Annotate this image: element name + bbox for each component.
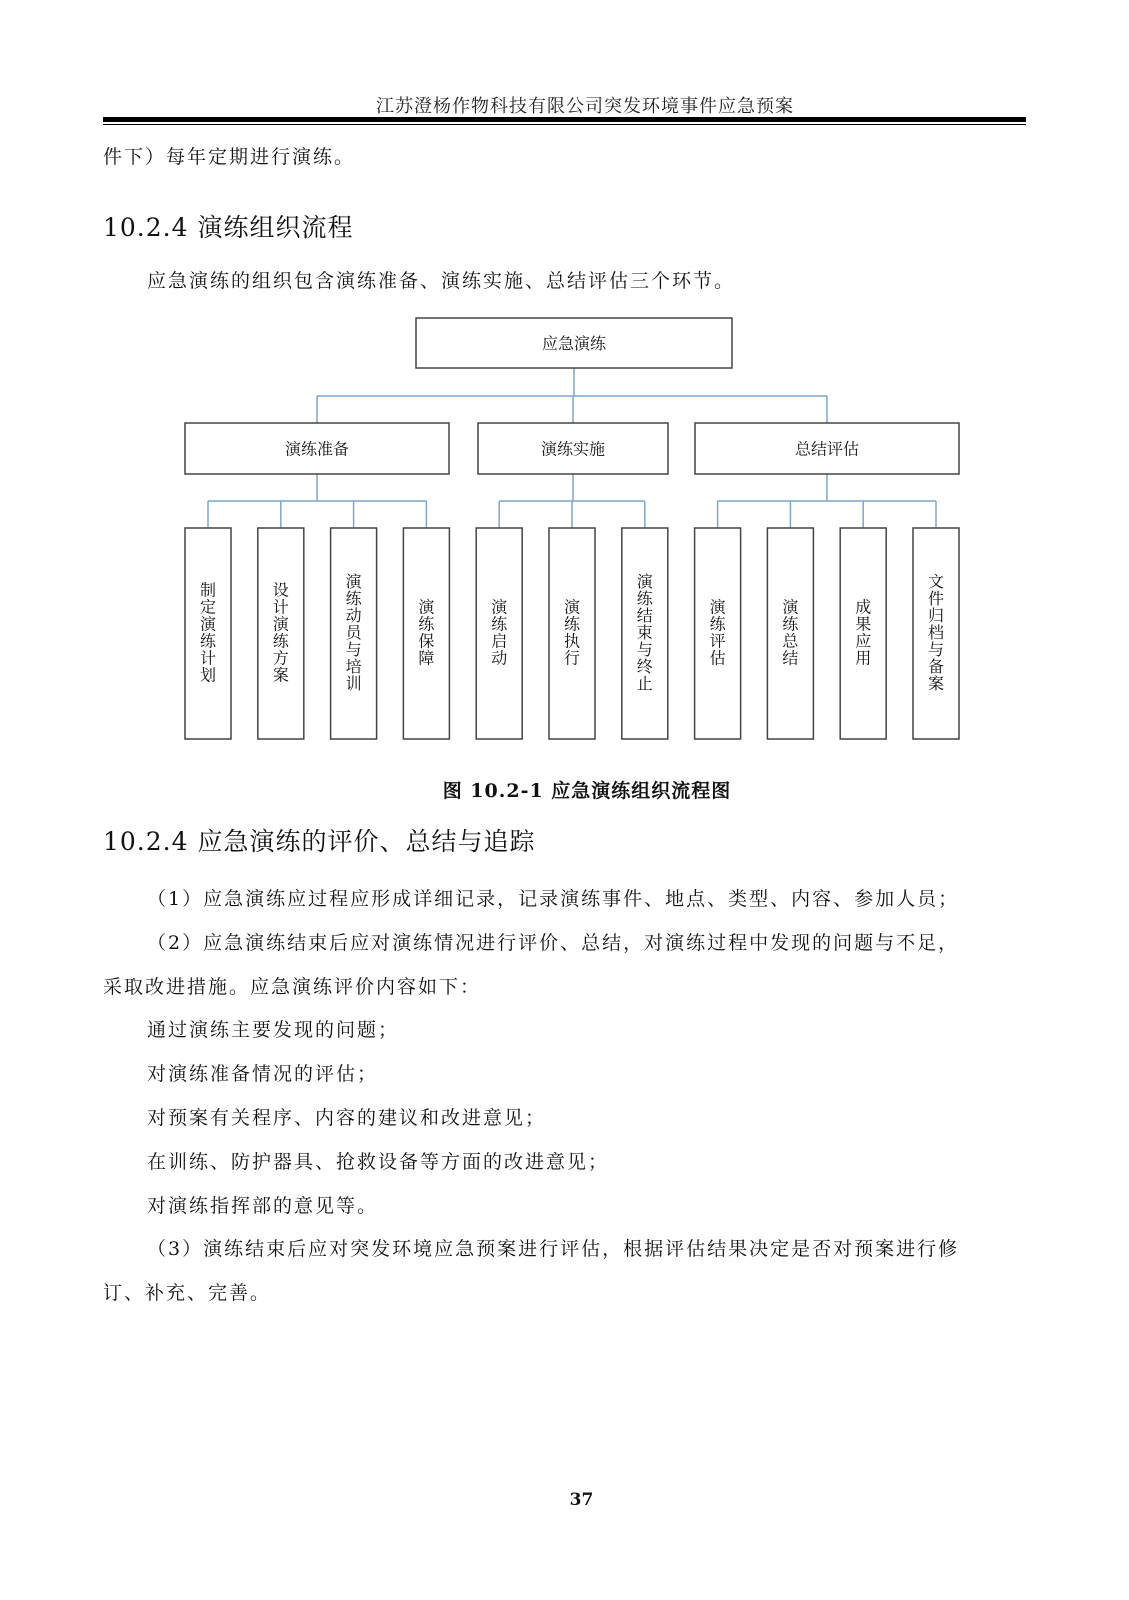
section-heading-flow: 10.2.4 演练组织流程 <box>103 213 354 242</box>
evaluation-item: 对预案有关程序、内容的建议和改进意见； <box>147 1107 547 1129</box>
leaf-node-label: 文件归档与备案 <box>927 572 945 693</box>
leaf-node-label: 演练总结 <box>782 597 799 668</box>
leaf-node-label: 演练执行 <box>563 597 581 668</box>
root-node-label: 应急演练 <box>541 334 607 353</box>
branch-node-label: 演练实施 <box>540 439 606 459</box>
paragraph-2-line-2: 采取改进措施。应急演练评价内容如下： <box>103 976 482 998</box>
document-header-title: 江苏澄杨作物科技有限公司突发环境事件应急预案 <box>376 96 794 117</box>
leaf-node-label: 设计演练方案 <box>272 580 289 685</box>
section-heading-evaluation: 10.2.4 应急演练的评价、总结与追踪 <box>103 827 536 856</box>
branch-node-label: 总结评估 <box>794 439 860 459</box>
evaluation-item: 对演练指挥部的意见等。 <box>147 1195 379 1217</box>
leaf-node-label: 成果应用 <box>855 597 872 668</box>
leaf-node-label: 演练启动 <box>491 597 508 668</box>
leaf-node-label: 演练动员与培训 <box>345 572 362 693</box>
section-lead-paragraph: 应急演练的组织包含演练准备、演练实施、总结评估三个环节。 <box>147 270 736 292</box>
evaluation-item: 对演练准备情况的评估； <box>147 1063 379 1085</box>
branch-node-label: 演练准备 <box>284 439 350 459</box>
page-number: 37 <box>569 1490 594 1510</box>
paragraph-1: （1）应急演练应过程应形成详细记录，记录演练事件、地点、类型、内容、参加人员； <box>147 888 960 910</box>
paragraph-3-line-2: 订、补充、完善。 <box>103 1282 272 1304</box>
paragraph-3-line-1: （3）演练结束后应对突发环境应急预案进行评估，根据评估结果决定是否对预案进行修 <box>147 1238 960 1260</box>
intro-line: 件下）每年定期进行演练。 <box>103 146 356 168</box>
leaf-node-label: 演练评估 <box>709 597 726 668</box>
evaluation-item: 在训练、防护器具、抢救设备等方面的改进意见； <box>147 1151 610 1173</box>
figure-caption: 图 10.2-1 应急演练组织流程图 <box>442 780 732 802</box>
paragraph-2-line-1: （2）应急演练结束后应对演练情况进行评价、总结，对演练过程中发现的问题与不足， <box>147 932 960 954</box>
evaluation-item: 通过演练主要发现的问题； <box>147 1019 400 1041</box>
leaf-node-label: 演练结束与终止 <box>636 572 653 693</box>
leaf-node-label: 制定演练计划 <box>199 580 217 685</box>
leaf-node-label: 演练保障 <box>418 597 435 668</box>
